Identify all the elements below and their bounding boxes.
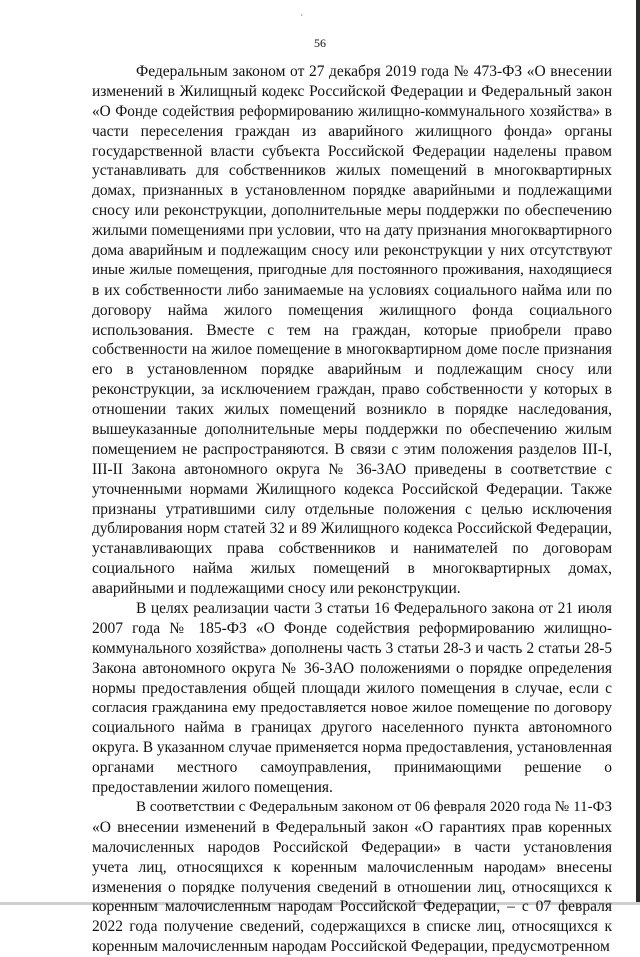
text-line: части переселения граждан из аварийного жилищного фонда» органы xyxy=(92,122,612,140)
text-line: III-II Закона автономного округа № 36-ЗАО приведены в соответствие с xyxy=(92,460,612,478)
text-line: договору найма жилого помещения жилищного фонда социального xyxy=(92,301,612,319)
text-line: устанавливать для собственников жилых помещений в многоквартирных xyxy=(92,162,612,180)
text-line: реконструкции, за исключением граждан, право собственности у которых в xyxy=(92,381,612,399)
paragraph xyxy=(92,798,612,957)
text-line: социального найма жилых помещений в многоквартирных домах, xyxy=(92,560,612,578)
scan-edge-right xyxy=(636,0,640,905)
text-line: его в установленном порядке аварийным и подлежащим сносу или xyxy=(92,361,612,379)
text-line: жилыми помещениями при условии, что на дату признания многоквартирного xyxy=(92,222,612,240)
text-line: коренным малочисленным народам Российской Федерации, – с 07 февраля xyxy=(92,898,612,916)
text-line: изменения о порядке получения сведений в отношении лиц, относящихся к xyxy=(92,878,612,896)
text-line: коренным малочисленным народам Российской Федерации, предусмотренном xyxy=(92,938,610,956)
body-text xyxy=(92,62,612,957)
text-line: социального найма в границах другого населенного пункта автономного xyxy=(92,719,612,737)
text-line: государственной власти субъекта Российской Федерации наделены правом xyxy=(92,142,612,160)
text-line: иные жилые помещения, пригодные для постоянного проживания, находящиеся xyxy=(92,261,612,278)
paragraph xyxy=(92,599,612,798)
text-line: уточненными нормами Жилищного кодекса Российской Федерации. Также xyxy=(92,480,612,498)
text-line: домах, признанных в установленном порядке аварийными и подлежащими xyxy=(92,182,612,200)
text-line: устанавливающих права собственников и нанимателей по договорам xyxy=(92,540,612,558)
text-line: сносу или реконструкции, дополнительные меры поддержки по обеспечению xyxy=(92,202,612,220)
paragraph xyxy=(92,62,612,599)
text-line: изменений в Жилищный кодекс Российской Федерации и Федеральный закон xyxy=(92,82,612,100)
text-line: малочисленных народов Российской Федерации» в части установления xyxy=(92,838,612,856)
text-line: «О внесении изменений в Федеральный закон «О гарантиях прав коренных xyxy=(92,818,612,836)
text-line: коммунального хозяйства» дополнены часть 3 статьи 28-3 и часть 2 статьи 28-5 xyxy=(92,639,612,657)
text-line: в их собственности либо занимаемые на условиях социального найма или по xyxy=(92,281,612,299)
text-line: округа. В указанном случае применяется норма предоставления, установленная xyxy=(92,739,612,757)
text-line: 2007 года № 185-ФЗ «О Фонде содействия реформированию жилищно- xyxy=(92,619,612,637)
text-line: Закона автономного округа № 36-ЗАО положениями о порядке определения xyxy=(92,659,612,677)
text-line: отношении таких жилых помещений возникло в порядке наследования, xyxy=(92,401,612,419)
text-line: дома аварийным и подлежащим сносу или реконструкции у них отсутствуют xyxy=(92,242,612,260)
text-line: вышеуказанные дополнительные меры поддержки по обеспечению жилым xyxy=(92,421,612,439)
text-line: В соответствии с Федеральным законом от 06 февраля 2020 года № 11-ФЗ xyxy=(136,798,612,815)
text-line: учета лиц, относящихся к коренным малочисленным народам» внесены xyxy=(92,858,612,876)
page-number: 56 xyxy=(314,36,326,50)
text-line: собственности на жилое помещение в многоквартирном доме после признания xyxy=(92,341,612,359)
text-line: аварийными и подлежащими сносу или реконструкции. xyxy=(92,580,461,598)
text-line: нормы предоставления общей площади жилого помещения в случае, если с xyxy=(92,679,612,697)
scan-mark: ` xyxy=(300,14,304,25)
text-line: Федеральным законом от 27 декабря 2019 года № 473-ФЗ «О внесении xyxy=(136,63,612,80)
text-line: 2022 года получение сведений, содержащихся в списке лиц, относящихся к xyxy=(92,918,612,936)
text-line: использования. Вместе с тем на граждан, которые приобрели право xyxy=(92,321,612,339)
text-line: предоставлении жилого помещения. xyxy=(92,779,333,797)
text-line: В целях реализации части 3 статьи 16 Федерального закона от 21 июля xyxy=(136,600,612,618)
text-line: согласия гражданина ему предоставляется новое жилое помещение по договору xyxy=(92,699,612,716)
text-line: помещением не распространяются. В связи с этим положения разделов III-I, xyxy=(92,440,612,458)
text-line: признаны утратившими силу отдельные положения с целью исключения xyxy=(92,500,612,518)
text-line: «О Фонде содействия реформированию жилищно-коммунального хозяйства» в xyxy=(92,102,612,120)
text-line: органами местного самоуправления, принимающими решение о xyxy=(92,759,612,777)
text-line: дублирования норм статей 32 и 89 Жилищного кодекса Российской Федерации, xyxy=(92,520,612,538)
